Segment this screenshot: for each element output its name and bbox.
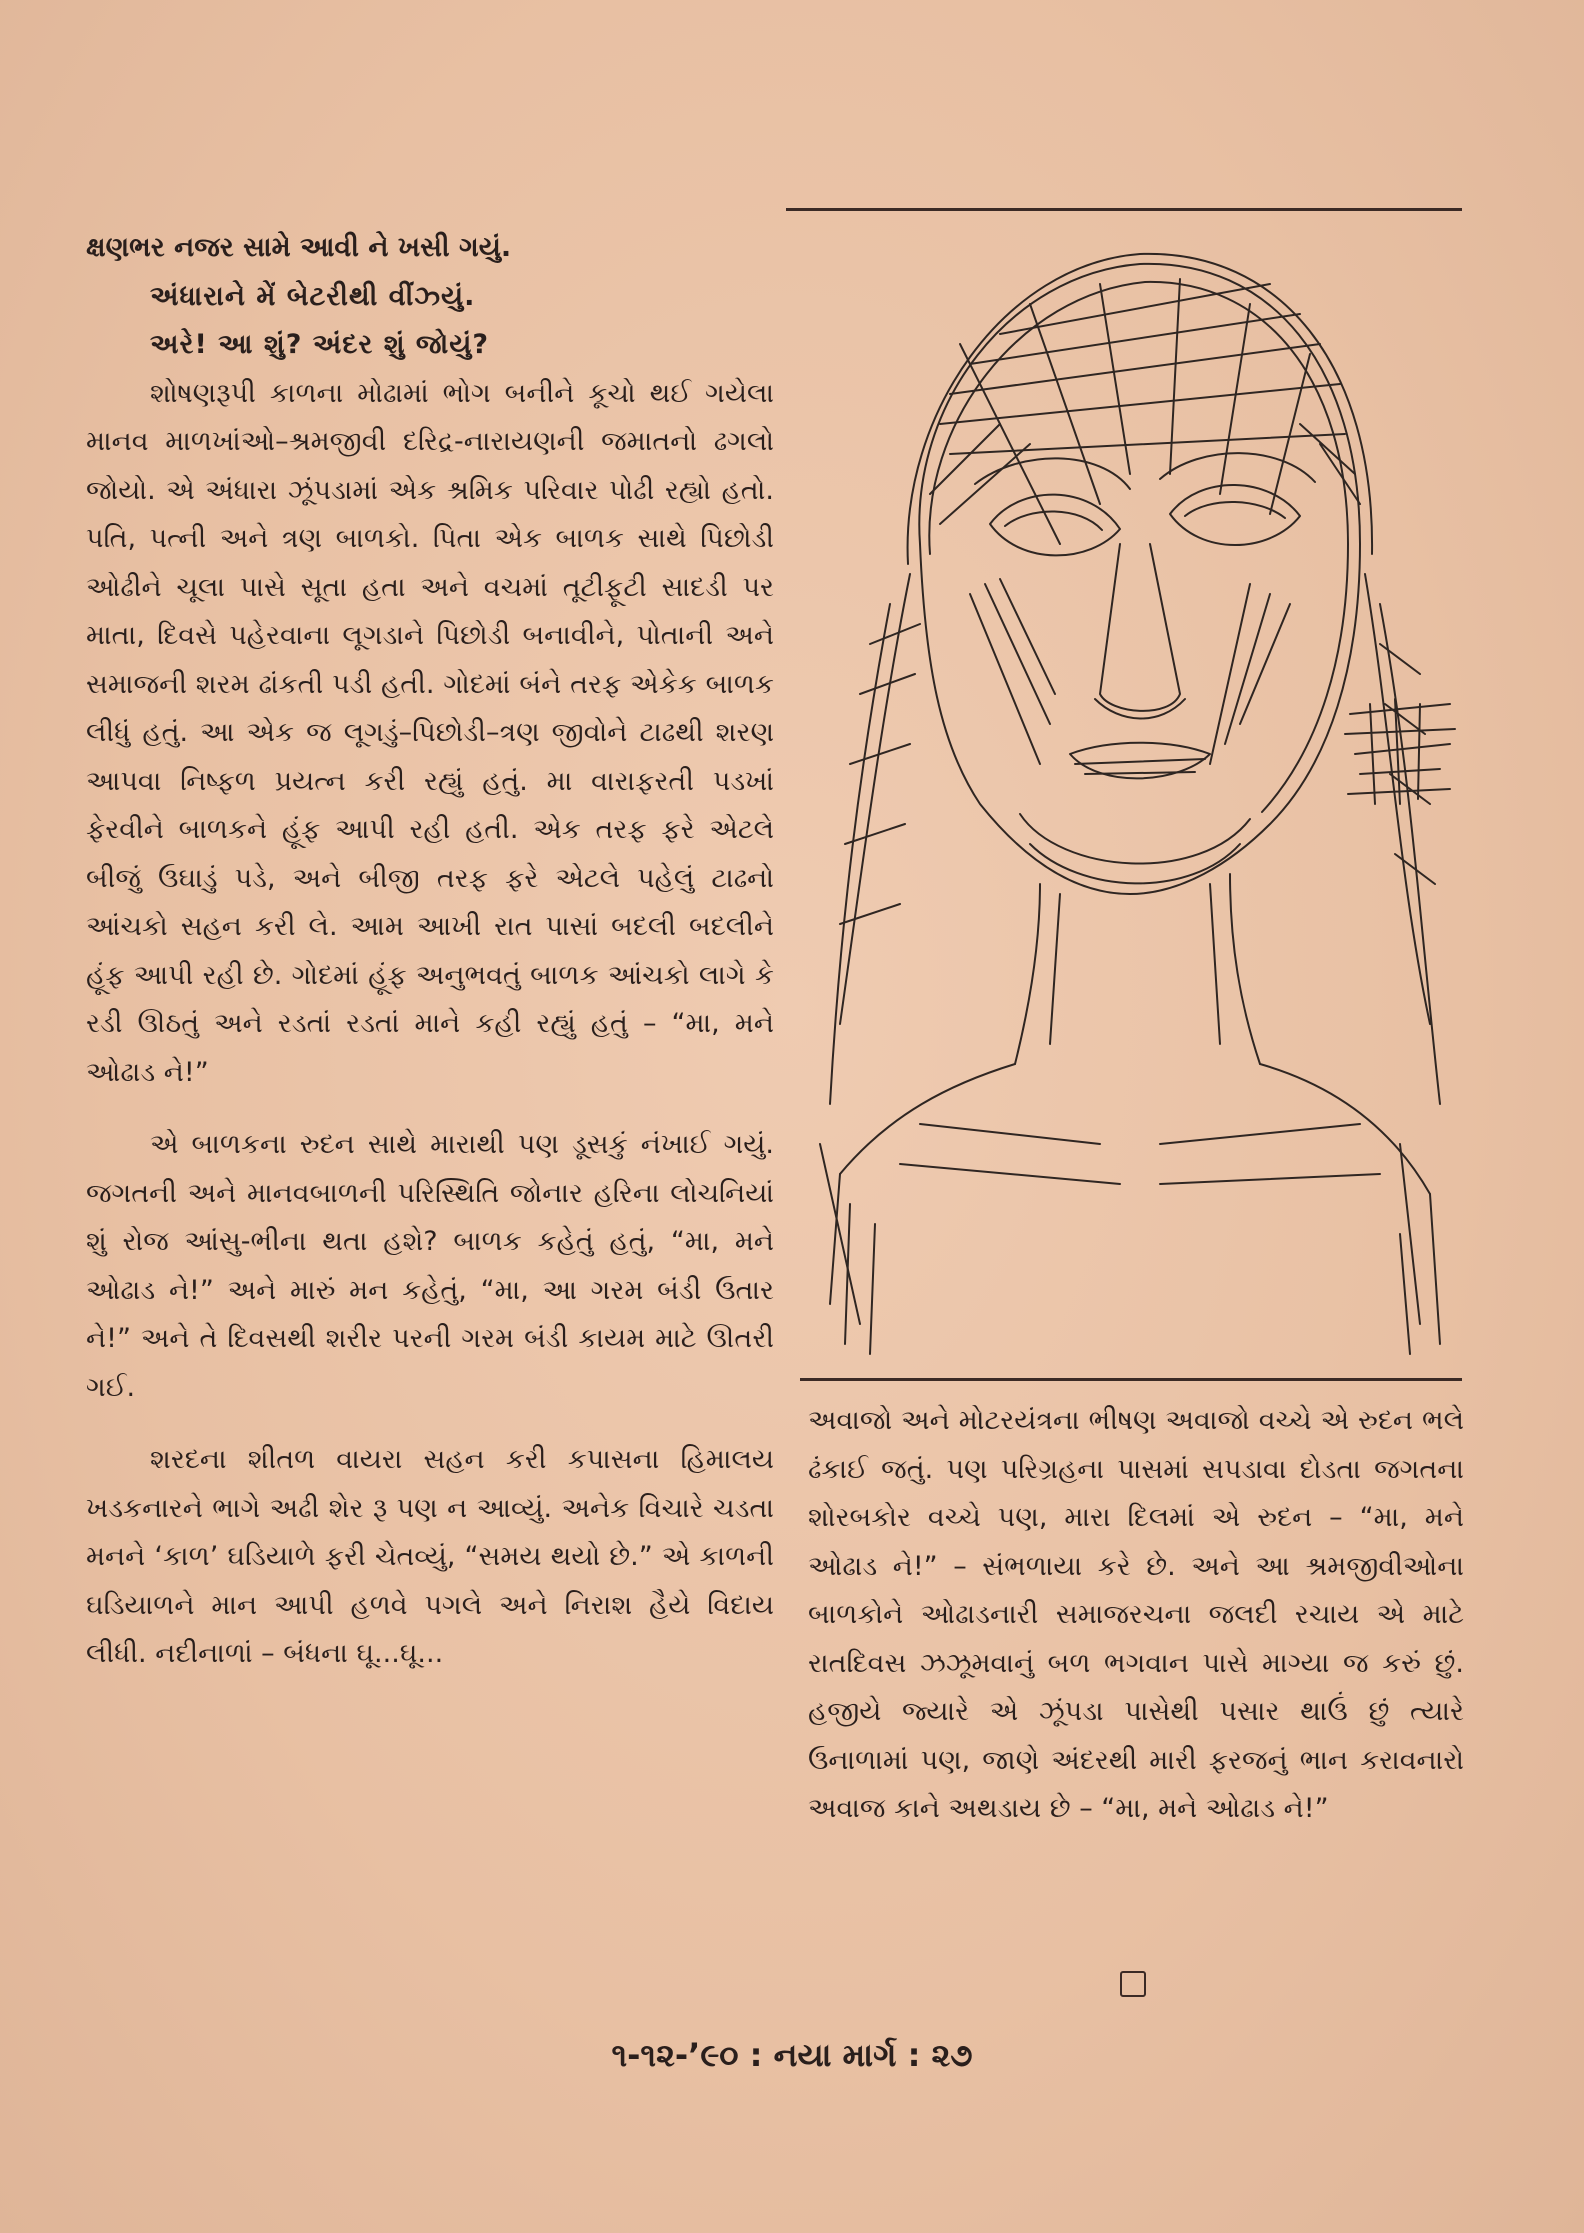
- verse-line-1: અંધારાને મેં બેટરીથી વીંઝ્યું.: [150, 280, 476, 312]
- paragraph-3: શરદના શીતળ વાયરા સહન કરી કપાસના હિમાલય ખડકનારને ભાગે અઢી શેર રૂ પણ ન આવ્યું. અનેક વિચારે ચડતા મનને ‘કાળ’ ઘડિયાળે ફરી ચેતવ્યું, “સમય થયો છે.” એ કાળની ઘડિયાળને માન આપી હળવે પગલે અને નિરાશ હૈયે વિદાય લીધી. નદીનાળાં – બંધના ઘૂ...ઘૂ...: [86, 1444, 774, 1669]
- paragraph-2: એ બાળકના રુદન સાથે મારાથી પણ ડૂસકું નંખાઈ ગયું. જગતની અને માનવબાળની પરિસ્થિતિ જોનાર હરિના લોચનિયાં શું રોજ આંસુ-ભીના થતા હશે? બાળક કહેતું હતું, “મા, મને ઓઢાડ ને!” અને મારું મન કહેતું, “મા, આ ગરમ બંડી ઉતાર ને!” અને તે દિવસથી શરીર પરની ગરમ બંડી કાયમ માટે ઊતરી ગઈ.: [86, 1129, 774, 1403]
- page-footer: ૧-૧૨-’૯૦ : નયા માર્ગ : ૨૭: [611, 2036, 973, 2074]
- face-sketch-illustration: [800, 244, 1460, 1364]
- top-divider-rule: [786, 208, 1462, 211]
- verse-line-2: અરે! આ શું? અંદર શું જોયું?: [150, 329, 490, 360]
- paragraph-1: શોષણરૂપી કાળના મોઢામાં ભોગ બનીને કૂચો થઈ ગયેલા માનવ માળખાંઓ–શ્રમજીવી દરિદ્ર-નારાયણની જમાતનો ઢગલો જોયો. એ અંધારા ઝૂંપડામાં એક શ્રમિક પરિવાર પોઢી રહ્યો હતો. પતિ, પત્ની અને ત્રણ બાળકો. પિતા એક બાળક સાથે પિછોડી ઓઢીને ચૂલા પાસે સૂતા હતા અને વચમાં તૂટીફૂટી સાદડી પર માતા, દિવસે પહેરવાના લૂગડાને પિછોડી બનાવીને, પોતાની અને સમાજની શરમ ઢાંકતી પડી હતી. ગોદમાં બંને તરફ એકેક બાળક લીધું હતું. આ એક જ લૂગડું–પિછોડી–ત્રણ જીવોને ટાઢથી શરણ આપવા નિષ્ફળ પ્રયત્ન કરી રહ્યું હતું. મા વારાફરતી પડખાં ફેરવીને બાળકને હૂંફ આપી રહી હતી. એક તરફ ફરે એટલે બીજું ઉઘાડું પડે, અને બીજી તરફ ફરે એટલે પહેલું ટાઢનો આંચકો સહન કરી લે. આમ આખી રાત પાસાં બદલી બદલીને હૂંફ આપી રહી છે. ગોદમાં હૂંફ અનુભવતું બાળક આંચકો લાગે કે રડી ઊઠતું અને રડતાં રડતાં માને કહી રહ્યું હતું – “મા, મને ઓઢાડ ને!”: [86, 377, 774, 1088]
- end-of-article-mark: [1120, 1971, 1146, 1997]
- right-column: [808, 1397, 1464, 1834]
- mid-divider-rule: [800, 1378, 1462, 1381]
- left-column: [86, 224, 774, 1679]
- continued-paragraph: અવાજો અને મોટરયંત્રના ભીષણ અવાજો વચ્ચે એ રુદન ભલે ઢંકાઈ જતું. પણ પરિગ્રહના પાસમાં સપડાવા દોડતા જગતના શોરબકોર વચ્ચે પણ, મારા દિલમાં એ રુદન – “મા, મને ઓઢાડ ને!” – સંભળાયા કરે છે. અને આ શ્રમજીવીઓના બાળકોને ઓઢાડનારી સમાજરચના જલદી રચાય એ માટે રાતદિવસ ઝઝૂમવાનું બળ ભગવાન પાસે માગ્યા જ કરું છું. હજીયે જ્યારે એ ઝૂંપડા પાસેથી પસાર થાઉં છું ત્યારે ઉનાળામાં પણ, જાણે અંદરથી મારી ફરજનું ભાન કરાવનારો અવાજ કાને અથડાય છે – “મા, મને ઓઢાડ ને!”: [808, 1405, 1464, 1824]
- opening-line: ક્ષણભર નજર સામે આવી ને ખસી ગયું.: [86, 232, 512, 263]
